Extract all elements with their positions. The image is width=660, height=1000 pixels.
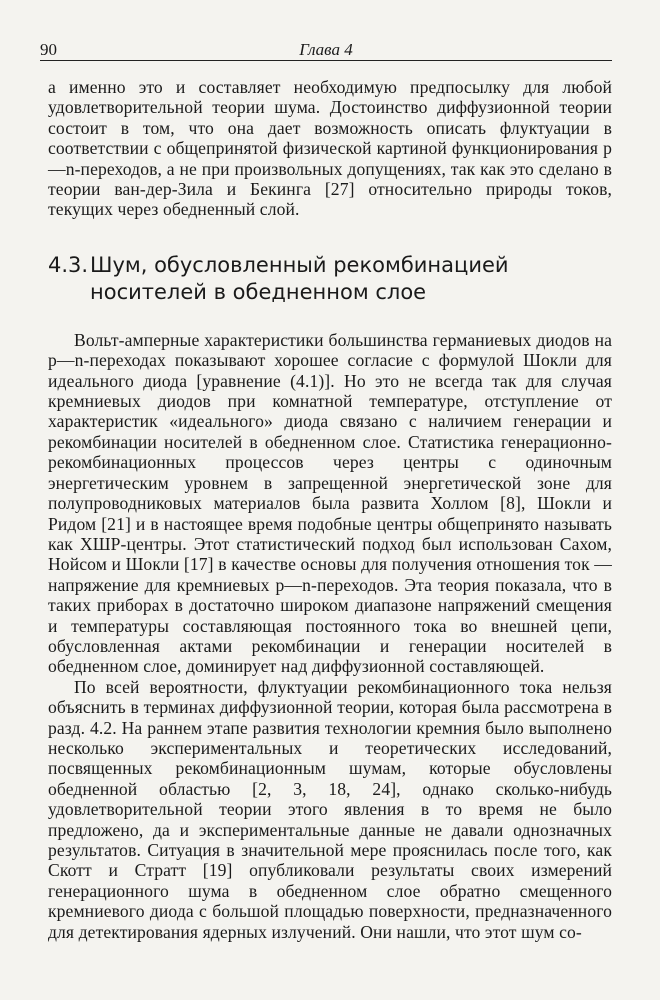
page-body (48, 77, 612, 942)
section-heading (48, 252, 612, 306)
page-header (40, 40, 612, 61)
paragraph: По всей вероятности, флуктуации рекомбинационного тока нельзя объяснить в терминах диффузионной теории, которая была рассмотрена в разд. 4.2. На раннем этапе развития технологии кремния было выполнено несколько экспериментальных и теоретических исследований, посвященных рекомбинационным шумам, которые обусловлены обедненной областью [2, 3, 18, 24], однако сколько-нибудь удовлетворительной теории этого явления в то время не было предложено, да и экспериментальные данные не давали однозначных результатов. Ситуация в значительной мере прояснилась после того, как Скотт и Стратт [19] опубликовали результаты своих измерений генерационного шума в обедненном слое обратно смещенного кремниевого диода с большой площадью поверхности, предназначенного для детектирования ядерных излучений. Они нашли, что этот шум со- (48, 676, 612, 942)
running-head: Глава 4 (299, 40, 353, 59)
paragraph-continued: а именно это и составляет необходимую предпосылку для любой удовлетворительной теории шума. Достоинство диффузионной теории состоит в том, что она дает возможность описать флуктуации в соответствии с общепринятой физической картиной функционирования p—n-переходов, а не при произвольных допущениях, так как это сделано в теории ван-дер-Зила и Бекинга [27] относительно природы токов, текущих через обедненный слой. (48, 77, 612, 220)
section-title: Шум, обусловленный рекомбинацией носителей в обедненном слое (90, 252, 509, 304)
section-number: 4.3. (48, 252, 89, 277)
page-number: 90 (40, 40, 57, 59)
paragraph: Вольт-амперные характеристики большинства германиевых диодов на p—n-переходах показывают хорошее согласие с формулой Шокли для идеального диода [уравнение (4.1)]. Но это не всегда так для случая кремниевых диодов при комнатной температуре, отступление от характеристик «идеального» диода связано с наличием генерации и рекомбинации носителей в обедненном слое. Статистика генерационно-рекомбинационных процессов через центры с одиночным энергетическим уровнем в запрещенной энергетической зоне для полупроводниковых материалов была развита Холлом [8], Шокли и Ридом [21] и в настоящее время подобные центры общепринято называть как ХШР-центры. Этот статистический подход был использован Сахом, Нойсом и Шокли [17] в качестве основы для получения отношения ток — напряжение для кремниевых p—n-переходов. Эта теория показала, что в таких приборах в достаточно широком диапазоне напряжений смещения и температуры составляющая постоянного тока во внешней цепи, обусловленная актами рекомбинации и генерации носителей в обедненном слое, доминирует над диффузионной составляющей. (48, 329, 612, 677)
